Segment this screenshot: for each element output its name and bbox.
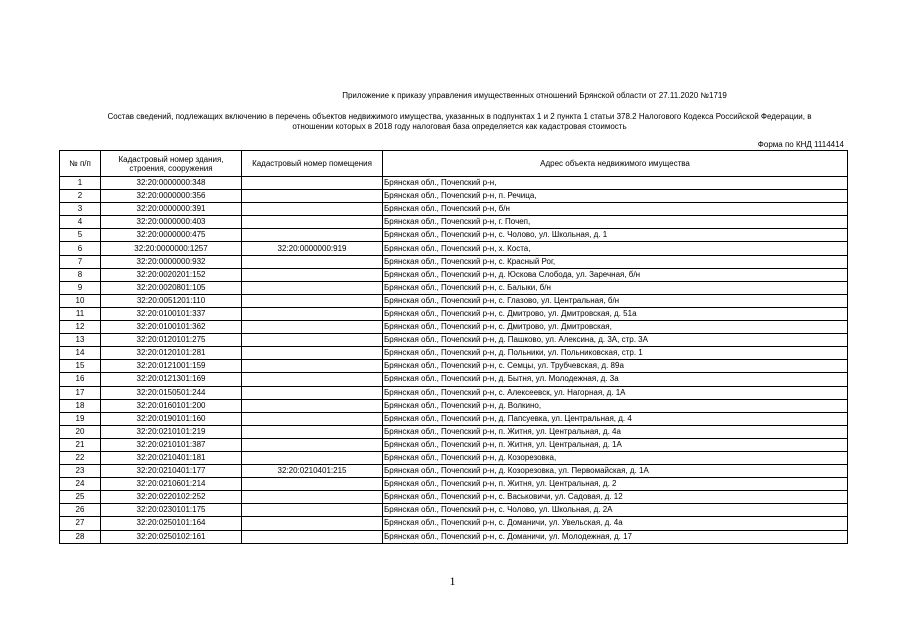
address-cell: Брянская обл., Почепский р-н, с. Дмитрово, ул. Дмитровская, д. 51а bbox=[383, 307, 848, 320]
row-number-cell: 4 bbox=[60, 216, 101, 229]
room-cadastral-cell bbox=[242, 425, 383, 438]
room-cadastral-cell bbox=[242, 412, 383, 425]
building-cadastral-cell: 32:20:0210601:214 bbox=[101, 478, 242, 491]
building-cadastral-cell: 32:20:0020201:152 bbox=[101, 268, 242, 281]
row-number-cell: 9 bbox=[60, 281, 101, 294]
table-row bbox=[60, 517, 848, 530]
table-row bbox=[60, 504, 848, 517]
room-cadastral-cell bbox=[242, 216, 383, 229]
building-cadastral-cell: 32:20:0000000:403 bbox=[101, 216, 242, 229]
table-row bbox=[60, 177, 848, 190]
table-row bbox=[60, 425, 848, 438]
page-number: 1 bbox=[449, 574, 456, 588]
room-cadastral-cell bbox=[242, 334, 383, 347]
table-row bbox=[60, 412, 848, 425]
building-cadastral-cell: 32:20:0000000:932 bbox=[101, 255, 242, 268]
address-cell: Брянская обл., Почепский р-н, д. Папсуевка, ул. Центральная, д. 4 bbox=[383, 412, 848, 425]
room-cadastral-cell bbox=[242, 347, 383, 360]
address-cell: Брянская обл., Почепский р-н, с. Чолово, ул. Школьная, д. 2А bbox=[383, 504, 848, 517]
column-header-number: № п/п bbox=[60, 151, 101, 177]
row-number-cell: 23 bbox=[60, 465, 101, 478]
document-description-line-1: Состав сведений, подлежащих включению в перечень объектов недвижимого имущества, указанных в подпунктах 1 и 2 пункта 1 статьи 378.2 Налогового Кодекса Российской Федерации, в bbox=[107, 112, 812, 121]
room-cadastral-cell: 32:20:0210401:215 bbox=[242, 465, 383, 478]
table-row bbox=[60, 216, 848, 229]
row-number-cell: 3 bbox=[60, 203, 101, 216]
table-row bbox=[60, 386, 848, 399]
row-number-cell: 26 bbox=[60, 504, 101, 517]
room-cadastral-cell: 32:20:0000000:919 bbox=[242, 242, 383, 255]
row-number-cell: 11 bbox=[60, 307, 101, 320]
row-number-cell: 21 bbox=[60, 438, 101, 451]
table-row bbox=[60, 281, 848, 294]
table-row bbox=[60, 242, 848, 255]
row-number-cell: 5 bbox=[60, 229, 101, 242]
address-cell: Брянская обл., Почепский р-н, п. Житня, ул. Центральная, д. 4а bbox=[383, 425, 848, 438]
room-cadastral-cell bbox=[242, 504, 383, 517]
table-row bbox=[60, 347, 848, 360]
table-body bbox=[60, 177, 848, 544]
property-table bbox=[59, 150, 848, 544]
row-number-cell: 27 bbox=[60, 517, 101, 530]
address-cell: Брянская обл., Почепский р-н, х. Коста, bbox=[383, 242, 848, 255]
building-cadastral-cell: 32:20:0190101:160 bbox=[101, 412, 242, 425]
room-cadastral-cell bbox=[242, 281, 383, 294]
table-row bbox=[60, 307, 848, 320]
table-row bbox=[60, 321, 848, 334]
building-cadastral-cell: 32:20:0210401:181 bbox=[101, 451, 242, 464]
row-number-cell: 1 bbox=[60, 177, 101, 190]
room-cadastral-cell bbox=[242, 190, 383, 203]
table-row bbox=[60, 360, 848, 373]
address-cell: Брянская обл., Почепский р-н, с. Глазово, ул. Центральная, б/н bbox=[383, 294, 848, 307]
building-cadastral-cell: 32:20:0100101:362 bbox=[101, 321, 242, 334]
column-header-room-cadastral: Кадастровый номер помещения bbox=[242, 151, 383, 177]
row-number-cell: 24 bbox=[60, 478, 101, 491]
row-number-cell: 15 bbox=[60, 360, 101, 373]
building-cadastral-cell: 32:20:0000000:1257 bbox=[101, 242, 242, 255]
address-cell: Брянская обл., Почепский р-н, д. Юскова Слобода, ул. Заречная, б/н bbox=[383, 268, 848, 281]
building-cadastral-cell: 32:20:0220102:252 bbox=[101, 491, 242, 504]
building-cadastral-cell: 32:20:0020801:105 bbox=[101, 281, 242, 294]
row-number-cell: 2 bbox=[60, 190, 101, 203]
row-number-cell: 18 bbox=[60, 399, 101, 412]
building-cadastral-cell: 32:20:0160101:200 bbox=[101, 399, 242, 412]
room-cadastral-cell bbox=[242, 399, 383, 412]
building-cadastral-cell: 32:20:0120101:275 bbox=[101, 334, 242, 347]
room-cadastral-cell bbox=[242, 451, 383, 464]
room-cadastral-cell bbox=[242, 360, 383, 373]
building-cadastral-cell: 32:20:0250102:161 bbox=[101, 530, 242, 543]
room-cadastral-cell bbox=[242, 203, 383, 216]
row-number-cell: 25 bbox=[60, 491, 101, 504]
building-cadastral-cell: 32:20:0100101:337 bbox=[101, 307, 242, 320]
address-cell: Брянская обл., Почепский р-н, с. Васьковичи, ул. Садовая, д. 12 bbox=[383, 491, 848, 504]
row-number-cell: 6 bbox=[60, 242, 101, 255]
room-cadastral-cell bbox=[242, 321, 383, 334]
room-cadastral-cell bbox=[242, 530, 383, 543]
room-cadastral-cell bbox=[242, 229, 383, 242]
building-cadastral-cell: 32:20:0121301:169 bbox=[101, 373, 242, 386]
row-number-cell: 8 bbox=[60, 268, 101, 281]
table-row bbox=[60, 190, 848, 203]
address-cell: Брянская обл., Почепский р-н, с. Доманичи, ул. Увельская, д. 4а bbox=[383, 517, 848, 530]
address-cell: Брянская обл., Почепский р-н, с. Чолово, ул. Школьная, д. 1 bbox=[383, 229, 848, 242]
address-cell: Брянская обл., Почепский р-н, д. Волкино, bbox=[383, 399, 848, 412]
building-cadastral-cell: 32:20:0120101:281 bbox=[101, 347, 242, 360]
row-number-cell: 28 bbox=[60, 530, 101, 543]
row-number-cell: 13 bbox=[60, 334, 101, 347]
building-cadastral-cell: 32:20:0051201:110 bbox=[101, 294, 242, 307]
table-row bbox=[60, 294, 848, 307]
row-number-cell: 12 bbox=[60, 321, 101, 334]
table-row bbox=[60, 530, 848, 543]
building-cadastral-cell: 32:20:0230101:175 bbox=[101, 504, 242, 517]
address-cell: Брянская обл., Почепский р-н, с. Балыки, б/н bbox=[383, 281, 848, 294]
table-row bbox=[60, 203, 848, 216]
room-cadastral-cell bbox=[242, 294, 383, 307]
room-cadastral-cell bbox=[242, 255, 383, 268]
table-header-row bbox=[60, 151, 848, 177]
building-cadastral-cell: 32:20:0210401:177 bbox=[101, 465, 242, 478]
address-cell: Брянская обл., Почепский р-н, с. Красный Рог, bbox=[383, 255, 848, 268]
address-cell: Брянская обл., Почепский р-н, с. Семцы, ул. Трубчевская, д. 89а bbox=[383, 360, 848, 373]
form-code-label: Форма по КНД 1114414 bbox=[757, 140, 844, 149]
address-cell: Брянская обл., Почепский р-н, с. Доманичи, ул. Молодежная, д. 17 bbox=[383, 530, 848, 543]
room-cadastral-cell bbox=[242, 438, 383, 451]
table-row bbox=[60, 478, 848, 491]
row-number-cell: 7 bbox=[60, 255, 101, 268]
table-row bbox=[60, 465, 848, 478]
table-row bbox=[60, 255, 848, 268]
room-cadastral-cell bbox=[242, 491, 383, 504]
building-cadastral-cell: 32:20:0210101:219 bbox=[101, 425, 242, 438]
address-cell: Брянская обл., Почепский р-н, д. Бытня, ул. Молодежная, д. 3а bbox=[383, 373, 848, 386]
row-number-cell: 16 bbox=[60, 373, 101, 386]
column-header-address: Адрес объекта недвижимого имущества bbox=[383, 151, 848, 177]
building-cadastral-cell: 32:20:0000000:391 bbox=[101, 203, 242, 216]
room-cadastral-cell bbox=[242, 373, 383, 386]
document-title: Приложение к приказу управления имущественных отношений Брянской области от 27.11.2020 №1719 bbox=[342, 91, 727, 100]
table-row bbox=[60, 268, 848, 281]
address-cell: Брянская обл., Почепский р-н, д. Козорезовка, bbox=[383, 451, 848, 464]
building-cadastral-cell: 32:20:0000000:475 bbox=[101, 229, 242, 242]
row-number-cell: 17 bbox=[60, 386, 101, 399]
row-number-cell: 19 bbox=[60, 412, 101, 425]
address-cell: Брянская обл., Почепский р-н, п. Житня, ул. Центральная, д. 1А bbox=[383, 438, 848, 451]
table-row bbox=[60, 399, 848, 412]
address-cell: Брянская обл., Почепский р-н, д. Козорезовка, ул. Первомайская, д. 1А bbox=[383, 465, 848, 478]
building-cadastral-cell: 32:20:0000000:348 bbox=[101, 177, 242, 190]
table-row bbox=[60, 373, 848, 386]
address-cell: Брянская обл., Почепский р-н, д. Польники, ул. Польниковская, стр. 1 bbox=[383, 347, 848, 360]
row-number-cell: 22 bbox=[60, 451, 101, 464]
address-cell: Брянская обл., Почепский р-н, п. Речица, bbox=[383, 190, 848, 203]
table-row bbox=[60, 438, 848, 451]
table-row bbox=[60, 334, 848, 347]
row-number-cell: 14 bbox=[60, 347, 101, 360]
address-cell: Брянская обл., Почепский р-н, г. Почеп, bbox=[383, 216, 848, 229]
row-number-cell: 20 bbox=[60, 425, 101, 438]
room-cadastral-cell bbox=[242, 177, 383, 190]
table-row bbox=[60, 491, 848, 504]
building-cadastral-cell: 32:20:0210101:387 bbox=[101, 438, 242, 451]
building-cadastral-cell: 32:20:0250101:164 bbox=[101, 517, 242, 530]
building-cadastral-cell: 32:20:0150501:244 bbox=[101, 386, 242, 399]
room-cadastral-cell bbox=[242, 268, 383, 281]
building-cadastral-cell: 32:20:0121001:159 bbox=[101, 360, 242, 373]
address-cell: Брянская обл., Почепский р-н, с. Алексеевск, ул. Нагорная, д. 1А bbox=[383, 386, 848, 399]
address-cell: Брянская обл., Почепский р-н, с. Дмитрово, ул. Дмитровская, bbox=[383, 321, 848, 334]
building-cadastral-cell: 32:20:0000000:356 bbox=[101, 190, 242, 203]
address-cell: Брянская обл., Почепский р-н, п. Житня, ул. Центральная, д. 2 bbox=[383, 478, 848, 491]
row-number-cell: 10 bbox=[60, 294, 101, 307]
column-header-building-cadastral: Кадастровый номер здания, строения, сооружения bbox=[101, 151, 242, 177]
address-cell: Брянская обл., Почепский р-н, bbox=[383, 177, 848, 190]
table-row bbox=[60, 451, 848, 464]
address-cell: Брянская обл., Почепский р-н, б/н bbox=[383, 203, 848, 216]
room-cadastral-cell bbox=[242, 517, 383, 530]
room-cadastral-cell bbox=[242, 478, 383, 491]
room-cadastral-cell bbox=[242, 386, 383, 399]
document-description-line-2: отношении которых в 2018 году налоговая база определяется как кадастровая стоимость bbox=[292, 122, 627, 131]
address-cell: Брянская обл., Почепский р-н, д. Пашково, ул. Алексина, д. 3А, стр. 3А bbox=[383, 334, 848, 347]
table-row bbox=[60, 229, 848, 242]
room-cadastral-cell bbox=[242, 307, 383, 320]
